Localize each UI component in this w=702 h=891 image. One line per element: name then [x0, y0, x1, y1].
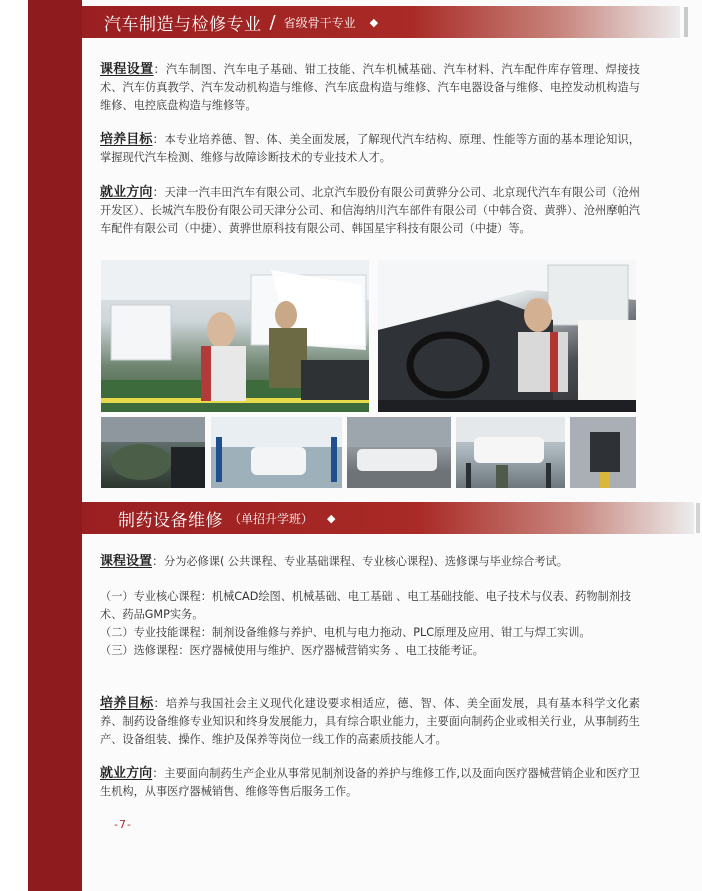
course-text: 分为必修课( 公共课程、专业基础课程、专业核心课程)、选修课与毕业综合考试。	[164, 555, 568, 568]
section-title: 汽车制造与检修专业	[104, 14, 262, 35]
course-paragraph: 课程设置：分为必修课( 公共课程、专业基础课程、专业核心课程)、选修课与毕业综合考试。	[100, 554, 568, 569]
diamond-icon: ◆	[369, 15, 379, 29]
section-subtitle: 省级骨干专业	[283, 15, 356, 30]
diamond-icon: ◆	[327, 511, 336, 525]
section-title: 制药设备维修	[118, 510, 223, 531]
jobs-label: 就业方向	[100, 185, 153, 200]
goal-text: 培养与我国社会主义现代化建设要求相适应，德、智、体、美全面发展，具有基本科学文化素养、制药设备维修专业知识和终身发展能力，具有综合职业能力，主要面向制药企业或相关行业，从事制药生产、设备组装、操作、维护及保养等岗位一线工作的高素质技能人才。	[100, 697, 640, 746]
thumbnail-photo	[211, 417, 342, 488]
jobs-text: 天津一汽丰田汽车有限公司、北京汽车股份有限公司黄骅分公司、北京现代汽车有限公司（沧州开发区）、长城汽车股份有限公司天津分公司、和信海纳川汽车部件有限公司（中韩合资、黄骅）、沧州摩帕汽车配件有限公司（中捷）、黄骅世原科技有限公司、韩国星宇科技有限公司（中捷）等。	[100, 186, 640, 235]
section-banner-auto	[82, 6, 680, 38]
course-label: 课程设置	[100, 62, 154, 77]
thumbnail-photo	[347, 417, 451, 488]
banner-edge-decoration	[696, 503, 700, 533]
title-separator: /	[269, 11, 276, 33]
thumbnail-photo	[101, 417, 205, 488]
course-text: 汽车制图、汽车电子基础、钳工技能、汽车机械基础、汽车材料、汽车配件库存管理、焊接技术、汽车仿真教学、汽车发动机构造与维修、汽车底盘构造与维修、汽车电器设备与维修、电控发动机构造与维修、电控底盘构造与维修等。	[100, 63, 640, 112]
course-list	[100, 588, 640, 660]
list-item: （二）专业技能课程：制剂设备维修与养护、电机与电力拖动、PLC原理及应用、钳工与焊工实训。	[100, 626, 591, 639]
section-subtitle: （单招升学班）	[229, 511, 314, 526]
thumbnail-photo	[570, 417, 636, 488]
goal-text: 本专业培养德、智、体、美全面发展，了解现代汽车结构、原理、性能等方面的基本理论知识，掌握现代汽车检测、维修与故障诊断技术的专业技术人才。	[100, 133, 640, 164]
car-interior-photo	[378, 260, 636, 412]
course-paragraph: 课程设置：汽车制图、汽车电子基础、钳工技能、汽车机械基础、汽车材料、汽车配件库存管理、焊接技术、汽车仿真教学、汽车发动机构造与维修、汽车底盘构造与维修、汽车电器设备与维修、电控发动机构造与维修、电控底盘构造与维修等。	[100, 62, 640, 112]
jobs-paragraph: 就业方向：主要面向制药生产企业从事常见制剂设备的养护与维修工作,以及面向医疗器械营销企业和医疗卫生机构，从事医疗器械销售、维修等售后服务工作。	[100, 766, 640, 798]
banner-edge-decoration	[684, 7, 688, 37]
goal-paragraph: 培养目标：本专业培养德、智、体、美全面发展，了解现代汽车结构、原理、性能等方面的基本理论知识，掌握现代汽车检测、维修与故障诊断技术的专业技术人才。	[100, 132, 640, 164]
list-item: （三）选修课程：医疗器械使用与维护、医疗器械营销实务 、电工技能考证。	[100, 644, 484, 657]
jobs-label: 就业方向	[100, 766, 153, 781]
list-item: （一）专业核心课程：机械CAD绘图、机械基础、电工基础 、电工基础技能、电子技术与仪表、药物制剂技术、药品GMP实务。	[100, 590, 632, 621]
jobs-paragraph: 就业方向：天津一汽丰田汽车有限公司、北京汽车股份有限公司黄骅分公司、北京现代汽车有限公司（沧州开发区）、长城汽车股份有限公司天津分公司、和信海纳川汽车部件有限公司（中韩合资、黄骅）、沧州摩帕汽车配件有限公司（中捷）、黄骅世原科技有限公司、韩国星宇科技有限公司（中捷）等。	[100, 185, 640, 235]
workshop-photo	[101, 260, 369, 412]
goal-label: 培养目标	[100, 696, 154, 711]
thumbnail-photo	[456, 417, 565, 488]
course-label: 课程设置	[100, 554, 153, 569]
section-banner-pharma	[82, 502, 694, 534]
goal-paragraph: 培养目标：培养与我国社会主义现代化建设要求相适应，德、智、体、美全面发展，具有基本科学文化素养、制药设备维修专业知识和终身发展能力，具有综合职业能力，主要面向制药企业或相关行业，从事制药生产、设备组装、操作、维护及保养等岗位一线工作的高素质技能人才。	[100, 696, 640, 746]
left-accent-strip	[28, 0, 82, 891]
goal-label: 培养目标	[100, 132, 153, 147]
jobs-text: 主要面向制药生产企业从事常见制剂设备的养护与维修工作,以及面向医疗器械营销企业和医疗卫生机构，从事医疗器械销售、维修等售后服务工作。	[100, 767, 640, 798]
page-number: -7-	[114, 818, 132, 831]
